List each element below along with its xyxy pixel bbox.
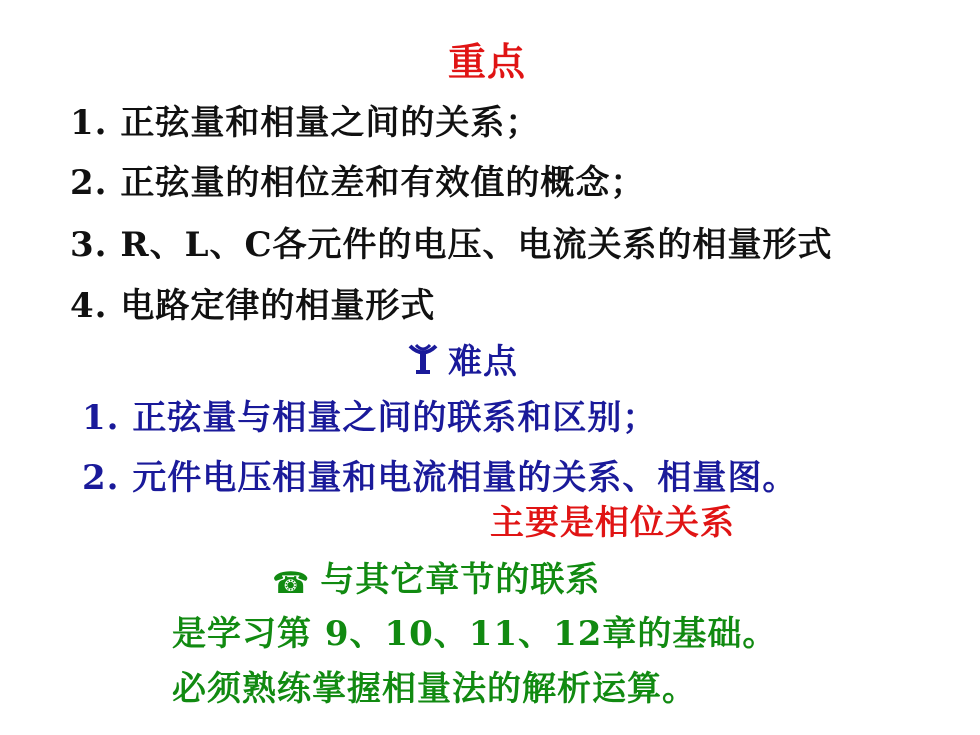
relation-item: 必须熟练掌握相量法的解析运算。 <box>172 669 697 709</box>
key-point-item: 1. 正弦量和相量之间的关系； <box>70 103 541 143</box>
difficulties-heading <box>408 342 518 384</box>
difficulty-item: 1. 正弦量与相量之间的联系和区别； <box>82 398 658 438</box>
key-point-item: 3. R、L、C各元件的电压、电流关系的相量形式 <box>70 225 833 265</box>
key-point-item: 4. 电路定律的相量形式 <box>70 286 436 326</box>
relations-heading <box>272 560 600 604</box>
difficulty-item: 2. 元件电压相量和电流相量的关系、相量图。 <box>82 458 798 498</box>
difficulties-title: 难点 <box>448 342 518 382</box>
relations-title: 与其它章节的联系 <box>320 560 601 600</box>
telephone-icon: ☎ <box>272 566 311 601</box>
relation-item: 是学习第 9、10、11、12章的基础。 <box>172 614 778 654</box>
key-points-title: 重点 <box>448 39 527 84</box>
key-point-item: 2. 正弦量的相位差和有效值的概念； <box>70 163 646 203</box>
difficulty-note: 主要是相位关系 <box>490 503 735 543</box>
antenna-icon <box>408 343 438 384</box>
